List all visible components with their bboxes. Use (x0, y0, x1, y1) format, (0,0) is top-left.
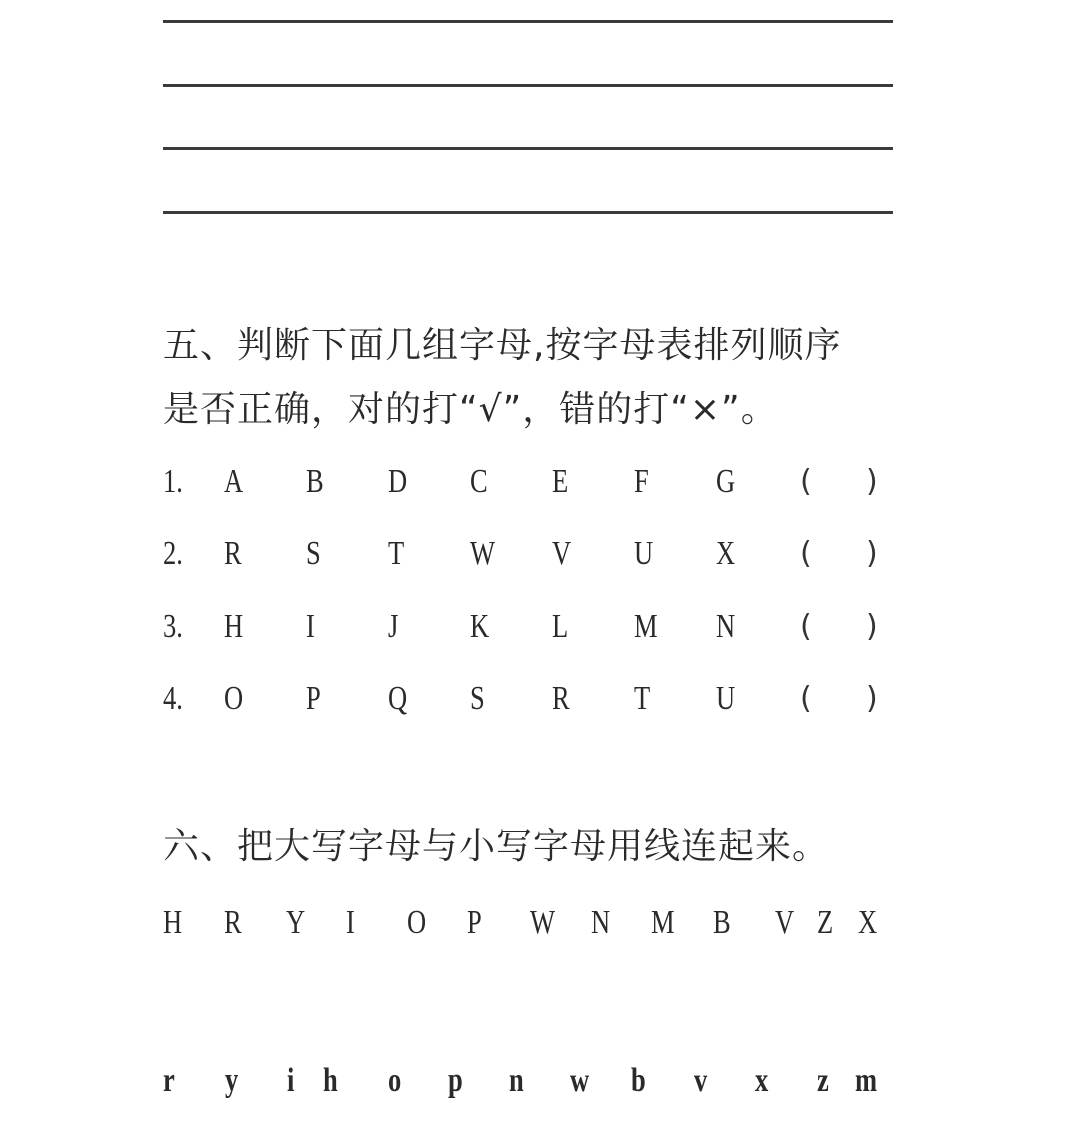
lowercase-letter-row (0, 1056, 1080, 1106)
letter: S (306, 535, 321, 572)
letter: T (388, 535, 405, 572)
letter: W (470, 535, 496, 572)
lowercase-letter[interactable]: v (694, 1062, 708, 1099)
section5-heading-line1: 五、判断下面几组字母,按字母表排列顺序 (163, 325, 842, 366)
section5-heading-line2: 是否正确，对的打“√”，错的打“×”。 (163, 389, 778, 430)
uppercase-letter[interactable]: B (713, 904, 731, 941)
lowercase-letter[interactable]: z (817, 1062, 829, 1099)
letter: K (470, 608, 490, 645)
uppercase-letter[interactable]: Y (286, 904, 306, 941)
lowercase-letter[interactable]: m (855, 1062, 878, 1099)
answer-line-4 (163, 211, 893, 214)
letter: C (470, 463, 488, 500)
letter: H (224, 608, 244, 645)
question-row (0, 529, 1080, 579)
answer-paren-open[interactable]: ( (800, 681, 812, 716)
question-number: 3. (163, 608, 183, 645)
question-number: 1. (163, 463, 183, 500)
section6-heading: 六、把大写字母与小写字母用线连起来。 (163, 826, 830, 867)
answer-paren-close: ) (866, 609, 878, 644)
letter: N (716, 608, 736, 645)
letter: O (224, 680, 244, 717)
answer-paren-open[interactable]: ( (800, 609, 812, 644)
letter: F (634, 463, 649, 500)
uppercase-letter[interactable]: H (163, 904, 183, 941)
question-row (0, 674, 1080, 724)
question-row (0, 457, 1080, 507)
lowercase-letter[interactable]: w (570, 1062, 590, 1099)
lowercase-letter[interactable]: h (323, 1062, 338, 1099)
letter: T (634, 680, 651, 717)
answer-paren-close: ) (866, 681, 878, 716)
uppercase-letter[interactable]: X (858, 904, 878, 941)
answer-line-2 (163, 84, 893, 87)
letter: A (224, 463, 244, 500)
uppercase-letter-row (0, 898, 1080, 948)
uppercase-letter[interactable]: N (591, 904, 611, 941)
uppercase-letter[interactable]: I (346, 904, 355, 941)
answer-paren-open[interactable]: ( (800, 536, 812, 571)
question-number: 4. (163, 680, 183, 717)
letter: U (716, 680, 736, 717)
letter: X (716, 535, 736, 572)
question-number: 2. (163, 535, 183, 572)
letter: D (388, 463, 408, 500)
lowercase-letter[interactable]: i (287, 1062, 295, 1099)
uppercase-letter[interactable]: P (467, 904, 482, 941)
answer-line-3 (163, 147, 893, 150)
letter: B (306, 463, 324, 500)
letter: Q (388, 680, 408, 717)
lowercase-letter[interactable]: p (448, 1062, 463, 1099)
letter: M (634, 608, 658, 645)
lowercase-letter[interactable]: o (388, 1062, 402, 1099)
answer-paren-open[interactable]: ( (800, 464, 812, 499)
answer-paren-close: ) (866, 464, 878, 499)
letter: V (552, 535, 572, 572)
lowercase-letter[interactable]: r (163, 1062, 175, 1099)
letter: L (552, 608, 569, 645)
uppercase-letter[interactable]: V (775, 904, 795, 941)
lowercase-letter[interactable]: b (631, 1062, 646, 1099)
answer-line-1 (163, 20, 893, 23)
uppercase-letter[interactable]: M (651, 904, 675, 941)
lowercase-letter[interactable]: y (225, 1062, 239, 1099)
letter: J (388, 608, 399, 645)
letter: I (306, 608, 315, 645)
letter: S (470, 680, 485, 717)
uppercase-letter[interactable]: Z (817, 904, 834, 941)
letter: P (306, 680, 321, 717)
uppercase-letter[interactable]: W (530, 904, 556, 941)
letter: R (224, 535, 242, 572)
letter: G (716, 463, 736, 500)
lowercase-letter[interactable]: n (509, 1062, 524, 1099)
lowercase-letter[interactable]: x (755, 1062, 769, 1099)
uppercase-letter[interactable]: R (224, 904, 242, 941)
letter: E (552, 463, 569, 500)
uppercase-letter[interactable]: O (407, 904, 427, 941)
answer-paren-close: ) (866, 536, 878, 571)
letter: R (552, 680, 570, 717)
question-row (0, 602, 1080, 652)
letter: U (634, 535, 654, 572)
